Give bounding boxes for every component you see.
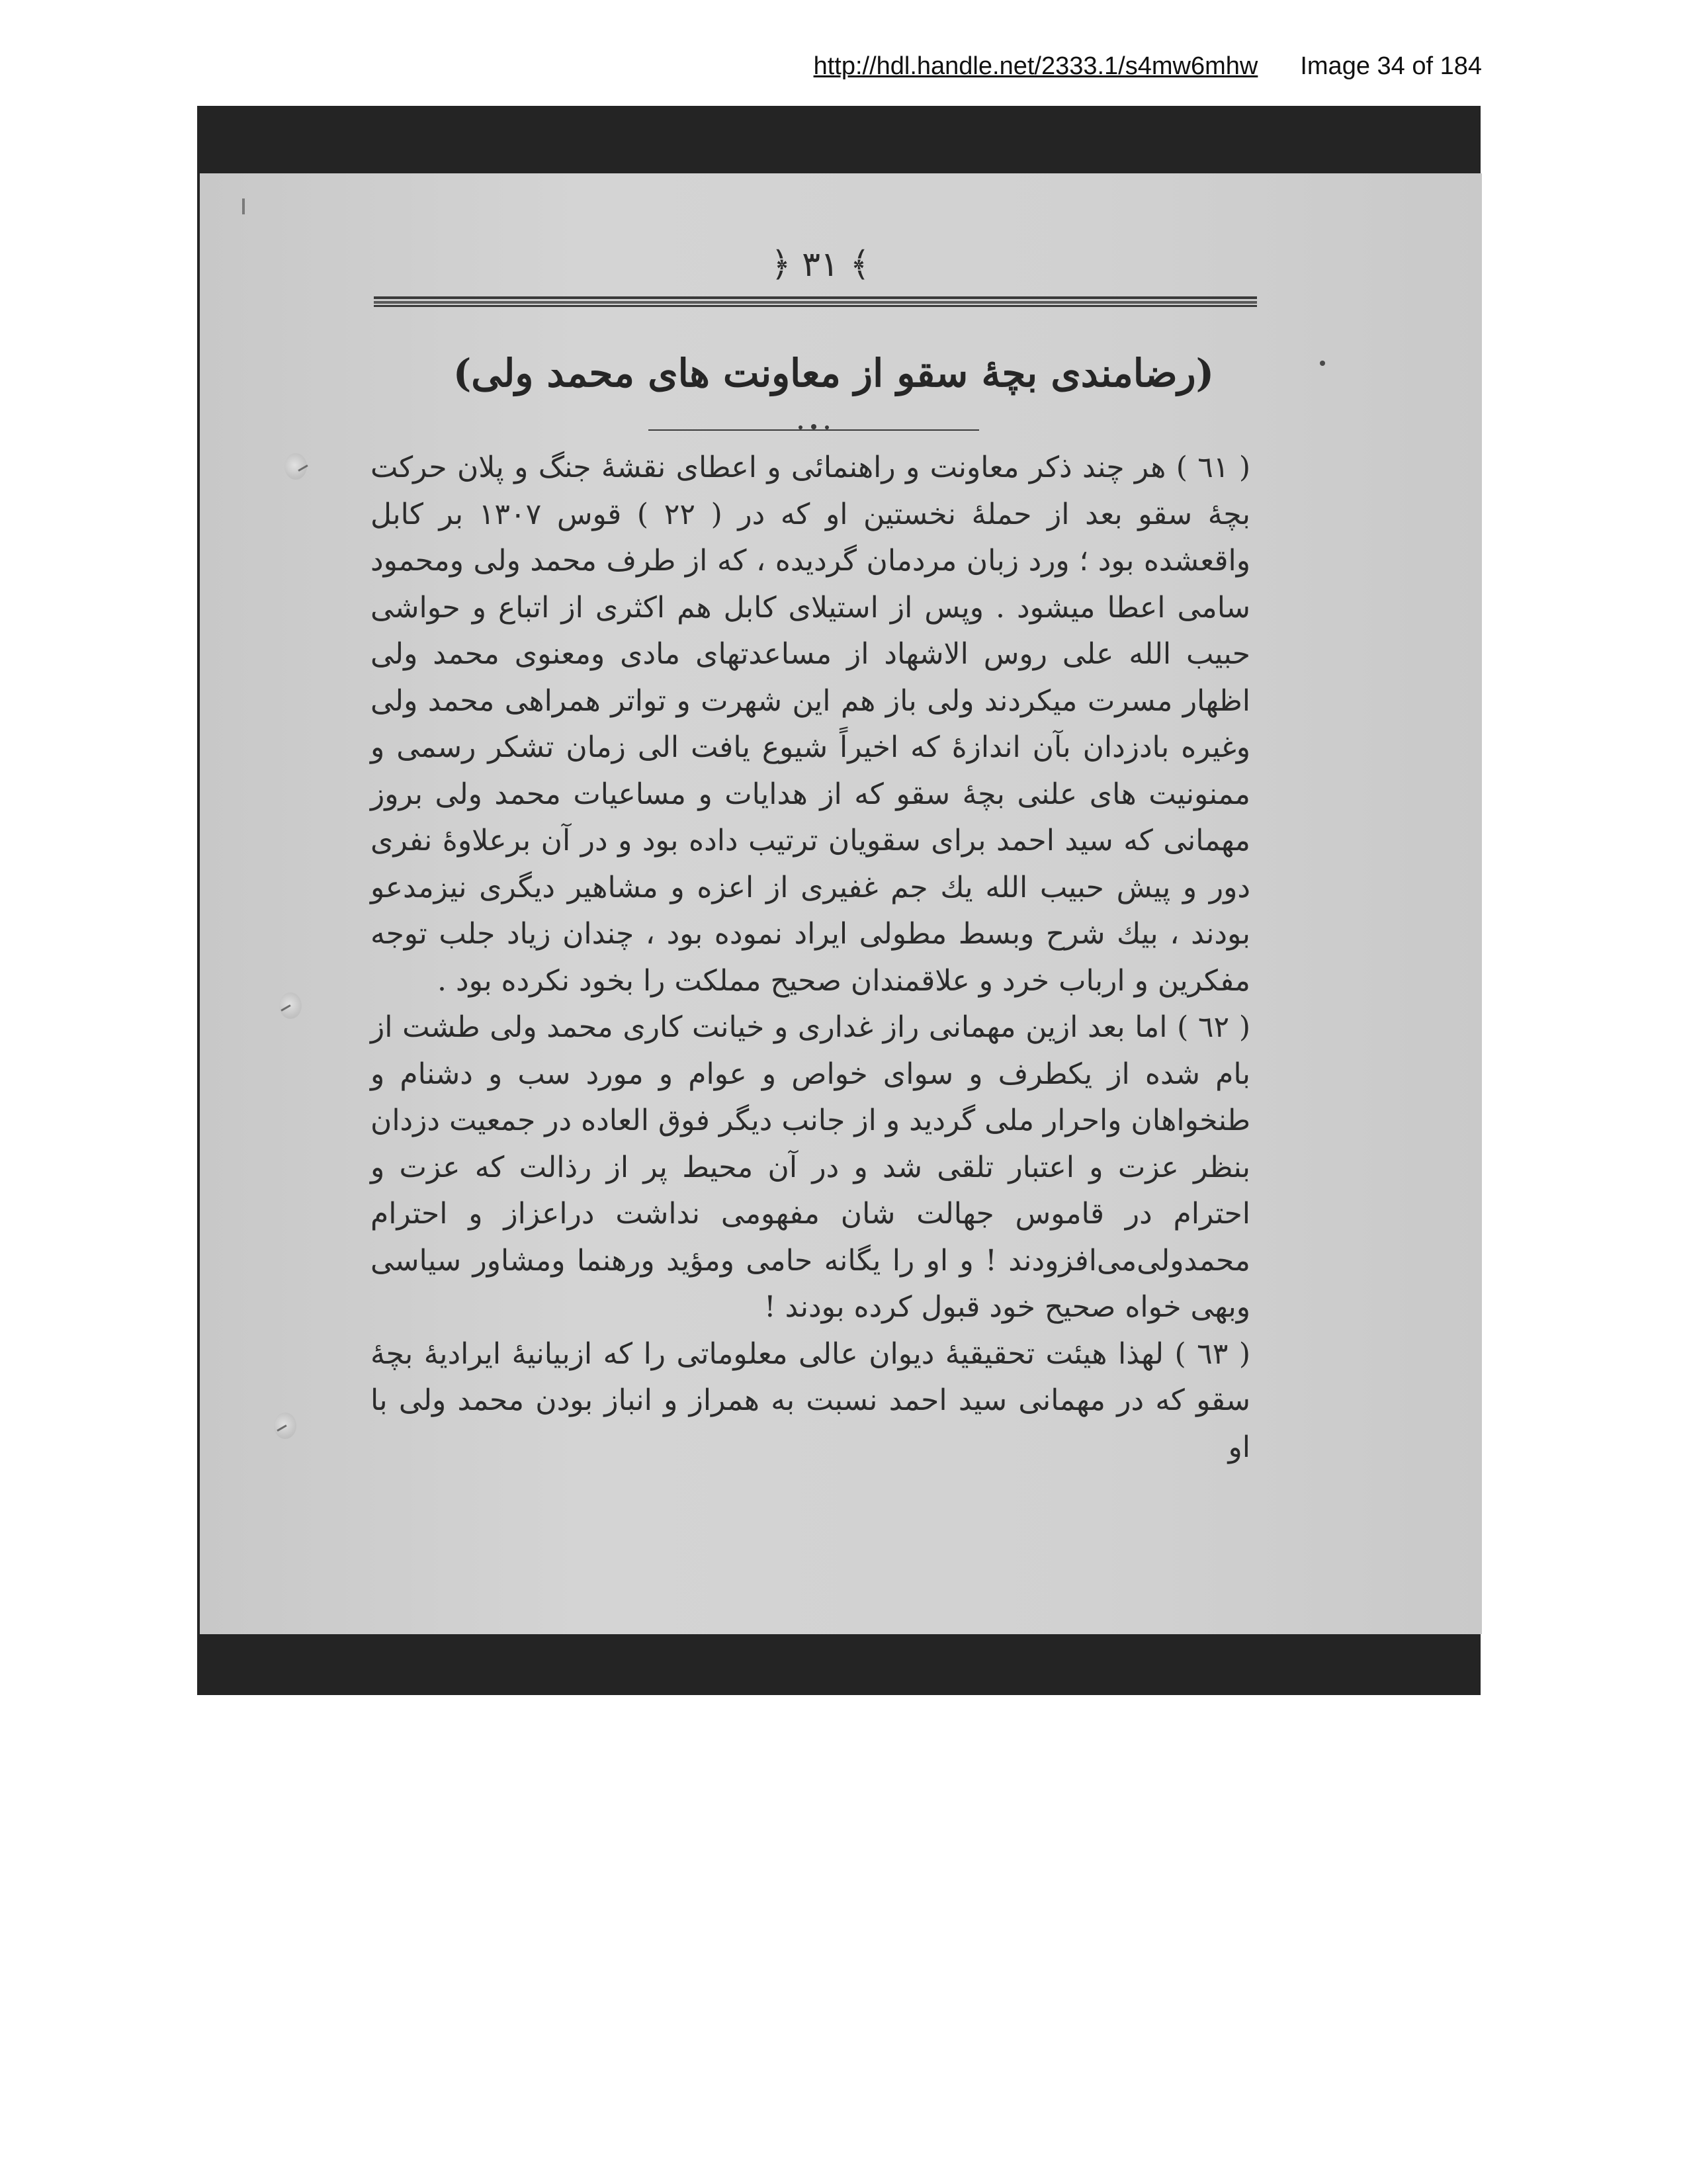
page-header <box>754 46 1482 86</box>
paragraph-63: ( ٦٣ ) لهذا هیئت تحقیقیهٔ دیوان عالی معلوماتی را که ازبیانیهٔ ایرادیهٔ بچهٔ سقو که در مهمانی سید احمد نسبت به همراز و انباز بودن محمد ولی با او <box>370 1336 1251 1464</box>
section-title: (رضامندی بچهٔ سقو از معاونت های محمد ولی) <box>453 351 1215 396</box>
page-number: ﴿ ٣١ ﴾ <box>771 245 870 284</box>
body-text <box>370 445 1250 1609</box>
image-counter: Image 34 of 184 <box>1300 52 1482 80</box>
paper-speck <box>1320 361 1325 366</box>
header-rule <box>374 296 1257 308</box>
handle-link[interactable]: http://hdl.handle.net/2333.1/s4mw6mhw <box>813 52 1258 80</box>
paragraph-61: ( ٦١ ) هر چند ذکر معاونت و راهنمائی و اعطای نقشهٔ جنگ و پلان حرکت بچهٔ سقو بعد از حملهٔ نخستین او که در ( ٢٢ ) قوس ١٣٠٧ بر کابل واقعشده بود ؛ ورد زبان مردمان گردیده ، که از طرف محمد ولی ومحمود سامی اعطا میشود . وپس از استیلای کابل هم اکثری از اتباع و حواشی حبیب الله علی روس الاشهاد از مساعدتهای مادی ومعنوی محمد ولی اظهار مسرت میکردند ولی باز هم این شهرت و تواتر همراهی محمد ولی وغیره بادزدان بآن اندازهٔ که اخیراً شیوع یافت الی زمان تشکر رسمی و ممنونیت های علنی بچهٔ سقو که از هدایات و مساعیات محمد ولی بروز مهمانی که سید احمد برای سقویان ترتیب داده بود و در آن برعلاوهٔ نفری دور و پیش حبیب الله یك جم غفیری از اعزه و مشاهیر دیگری نیزمدعو بودند ، بیك شرح وبسط مطولی ایراد نموده بود ، چندان زیاد جلب توجه مفکرین و ارباب خرد و علاقمندان صحیح مملکت را بخود نکرده بود . <box>370 451 1250 998</box>
edge-mark <box>242 198 245 214</box>
paragraph-62: ( ٦٢ ) اما بعد ازین مهمانی راز غداری و خیانت کاری محمد ولی طشت از بام شده از یکطرف و سوای خواص و عوام و مورد سب و دشنام و طنخواهان واحرار ملی گردید و از جانب دیگر فوق العاده در جمعیت دزدان بنظر عزت و اعتبار تلقی شد و در آن محیط پر از رذالت که عزت و احترام در قاموس جهالت شان مفهومی نداشت دراعزاز و احترام محمدولی‌می‌افزودند ! و او را یگانه حامی ومؤید ورهنما ومشاور سیاسی وبهی خواه صحیح خود قبول کرده بودند ! <box>370 1010 1250 1324</box>
title-ornament-rule <box>648 423 979 433</box>
